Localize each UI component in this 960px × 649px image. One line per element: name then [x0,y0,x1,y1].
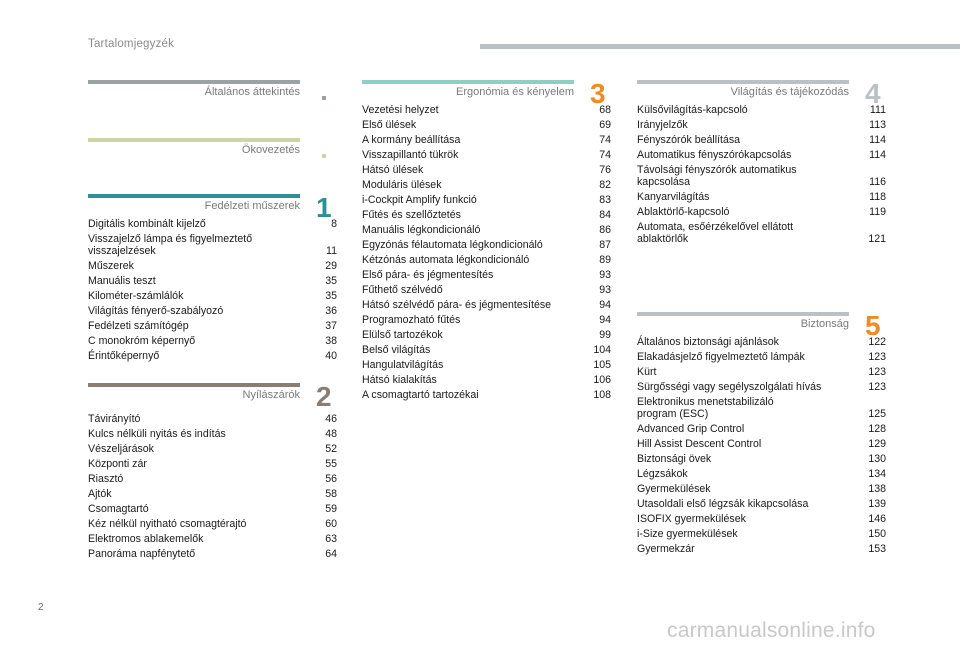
toc-entry-label: Hátsó szélvédő pára- és jégmentesítése [362,298,552,311]
toc-entry[interactable] [362,389,611,404]
toc-entry-page: 123 [868,350,886,363]
toc-entry-label: Utasoldali első légzsák kikapcsolása [637,498,809,511]
toc-entry[interactable] [362,269,611,284]
entry-list [88,413,337,563]
toc-entry-label: Sürgősségi vagy segélyszolgálati hívás [637,380,822,393]
entry-list [88,218,337,365]
toc-entry-page: 139 [868,498,886,511]
toc-entry[interactable] [637,423,886,438]
toc-entry-page: 146 [868,513,886,526]
toc-entry[interactable] [88,458,337,473]
toc-entry-label: Távolsági fényszórók automatikus kapcsolása [637,163,797,189]
toc-entry-page: 122 [868,336,886,348]
toc-entry-page: 104 [593,343,611,356]
toc-entry-label: Fényszórók beállítása [637,133,741,146]
toc-entry-page: 93 [599,283,611,296]
toc-entry[interactable] [637,366,886,381]
toc-entry[interactable] [362,149,611,164]
toc-entry[interactable] [637,528,886,543]
toc-entry[interactable] [637,498,886,513]
toc-entry-label: Elülső tartozékok [362,328,443,341]
toc-entry-label: Egyzónás félautomata légkondicionáló [362,238,543,251]
toc-entry-page: 52 [325,442,337,455]
toc-entry[interactable] [637,453,886,468]
toc-entry[interactable] [362,329,611,344]
toc-entry-page: 113 [869,118,886,131]
toc-entry-label: Fűtés és szellőztetés [362,208,461,221]
toc-entry-label: Távirányító [88,413,141,425]
toc-entry[interactable] [88,305,337,320]
toc-entry[interactable] [88,518,337,533]
toc-entry-label: Manuális teszt [88,275,156,288]
toc-entry-label: Visszajelző lámpa és figyelmeztető visszajelzések [88,232,253,258]
section-1 [88,194,340,365]
toc-entry[interactable] [637,351,886,366]
toc-entry-label: Kétzónás automata légkondicionáló [362,253,530,266]
toc-entry[interactable] [362,104,611,119]
toc-entry[interactable] [637,513,886,528]
toc-entry[interactable] [88,320,337,335]
toc-entry-label: Gyermekzár [637,543,695,556]
toc-entry[interactable] [637,164,886,191]
toc-entry-label: Biztonsági övek [637,453,712,466]
toc-entry-label: Visszapillantó tükrök [362,148,459,161]
toc-entry[interactable] [637,381,886,396]
toc-entry-page: 35 [325,275,337,288]
toc-entry-page: 118 [869,191,886,204]
section-bar [88,80,300,84]
toc-entry[interactable] [362,254,611,269]
toc-entry-label: Kanyarvilágítás [637,191,710,204]
toc-entry[interactable] [637,134,886,149]
section-dot [322,154,326,158]
toc-entry[interactable] [362,284,611,299]
toc-entry-page: 150 [868,528,886,541]
section-bar [637,312,849,316]
toc-entry-label: Irányjelzők [637,118,688,131]
toc-entry-page: 55 [325,457,337,470]
toc-entry[interactable] [362,164,611,179]
toc-entry-label: Külsővilágítás-kapcsoló [637,104,748,116]
toc-entry[interactable] [637,543,886,558]
toc-entry[interactable] [88,443,337,458]
toc-entry-page: 114 [869,133,886,146]
toc-entry-label: Hátsó kialakítás [362,373,437,386]
toc-entry-label: Advanced Grip Control [637,423,745,436]
toc-entry-label: A csomagtartó tartozékai [362,388,479,401]
toc-entry-page: 129 [868,438,886,451]
toc-entry-label: Elektronikus menetstabilizáló program (ESC) [637,395,774,421]
toc-entry-page: 74 [599,133,611,146]
toc-entry[interactable] [637,119,886,134]
toc-entry[interactable] [88,533,337,548]
entry-list [637,336,886,558]
toc-entry[interactable] [362,209,611,224]
entry-list [637,104,886,248]
toc-entry-page: 111 [869,104,886,116]
toc-entry-page: 35 [325,290,337,303]
toc-entry-page: 94 [599,298,611,311]
section-number: 3 [590,78,606,109]
toc-entry-label: Vészeljárások [88,442,154,455]
toc-entry-page: 114 [869,148,886,161]
toc-entry-page: 128 [868,423,886,436]
toc-entry-page: 99 [599,328,611,341]
toc-entry-label: Fűthető szélvédő [362,283,443,296]
toc-entry-label: Általános biztonsági ajánlások [637,336,779,348]
toc-entry-page: 121 [868,233,886,246]
toc-entry-page: 82 [599,178,611,191]
toc-entry-label: Vezetési helyzet [362,104,439,116]
toc-entry-page: 64 [325,547,337,560]
toc-entry-label: ISOFIX gyermekülések [637,513,746,526]
toc-entry[interactable] [88,548,337,563]
toc-entry[interactable] [637,438,886,453]
section-title[interactable]: Nyílászárók [242,389,300,401]
toc-entry-page: 84 [599,208,611,221]
section-bar [362,80,574,84]
toc-entry-label: Világítás fényerő-szabályozó [88,305,224,318]
toc-entry-page: 138 [868,483,886,496]
section-title[interactable]: Ergonómia és kényelem [455,86,574,98]
toc-entry-label: A kormány beállítása [362,133,461,146]
toc-entry-page: 40 [325,350,337,363]
toc-entry-label: Légzsákok [637,468,688,481]
toc-entry-page: 48 [325,427,337,440]
toc-entry-page: 130 [868,453,886,466]
toc-entry[interactable] [637,396,886,423]
toc-entry[interactable] [362,374,611,389]
toc-entry-page: 89 [599,253,611,266]
toc-entry-label: Digitális kombinált kijelző [88,218,206,230]
toc-entry-page: 119 [869,206,886,219]
section-bar [88,194,300,198]
toc-entry-page: 116 [869,176,886,189]
toc-entry-page: 58 [325,487,337,500]
toc-entry-page: 83 [599,193,611,206]
toc-entry-page: 153 [868,543,886,556]
toc-entry-label: Műszerek [88,260,134,273]
toc-entry-page: 63 [325,532,337,545]
toc-entry-label: Fedélzeti számítógép [88,320,189,333]
toc-entry-label: Programozható fűtés [362,313,461,326]
toc-entry-label: Csomagtartó [88,502,149,515]
toc-entry[interactable] [88,290,337,305]
toc-entry-label: i-Size gyermekülések [637,528,738,541]
toc-entry-page: 60 [325,517,337,530]
toc-entry-label: Kilométer-számlálók [88,290,184,303]
section-title[interactable]: Fedélzeti műszerek [204,200,300,212]
toc-entry[interactable] [88,233,337,260]
toc-entry-label: Belső világítás [362,343,431,356]
toc-entry-page: 36 [325,305,337,318]
toc-entry-label: Hill Assist Descent Control [637,438,762,451]
toc-entry-label: Moduláris ülések [362,178,442,191]
toc-entry[interactable] [637,104,886,119]
toc-entry[interactable] [88,488,337,503]
toc-entry[interactable] [362,359,611,374]
toc-entry[interactable] [362,134,611,149]
toc-entry-label: Elektromos ablakemelők [88,532,204,545]
toc-entry-label: C monokróm képernyő [88,335,196,348]
toc-entry-label: Ablaktörlő-kapcsoló [637,206,730,219]
section-dot [322,96,326,100]
toc-entry[interactable] [637,221,886,248]
toc-entry[interactable] [88,275,337,290]
toc-entry[interactable] [88,428,337,443]
toc-entry-page: 59 [325,502,337,515]
toc-entry-label: Automata, esőérzékelővel ellátott ablaktörlők [637,221,794,246]
page-header-title: Tartalomjegyzék [88,38,175,50]
toc-entry[interactable] [88,335,337,350]
toc-entry[interactable] [88,413,337,428]
toc-entry-page: 106 [593,373,611,386]
toc-entry-page: 69 [599,118,611,131]
toc-entry[interactable] [88,503,337,518]
toc-entry[interactable] [362,314,611,329]
section-okovezetes[interactable] [88,138,340,160]
toc-entry-label: Elakadásjelző figyelmeztető lámpák [637,350,805,363]
section-title[interactable]: Világítás és tájékozódás [730,86,849,98]
section-3 [362,80,614,404]
toc-entry-page: 68 [599,104,611,116]
toc-entry-page: 134 [868,468,886,481]
toc-entry[interactable] [637,149,886,164]
toc-entry[interactable] [88,473,337,488]
section-number: 5 [865,310,881,341]
section-4 [637,80,889,248]
section-bar [88,383,300,387]
toc-entry-label: Kéz nélkül nyitható csomagtérajtó [88,517,247,530]
toc-entry-page: 123 [868,380,886,393]
toc-entry-page: 76 [599,163,611,176]
toc-entry[interactable] [88,260,337,275]
section-bar [637,80,849,84]
toc-entry-label: Központi zár [88,457,147,470]
toc-entry[interactable] [637,191,886,206]
toc-entry-label: Panoráma napfénytető [88,547,196,560]
toc-entry-label: Kürt [637,365,657,378]
section-title[interactable]: Ökovezetés [241,144,300,156]
toc-entry[interactable] [637,336,886,351]
toc-entry-label: Hátsó ülések [362,163,424,176]
toc-entry-label: Érintőképernyő [88,350,160,363]
toc-entry-page: 38 [325,335,337,348]
toc-entry-page: 11 [326,245,337,258]
toc-entry-page: 8 [331,218,337,230]
toc-entry-page: 108 [593,388,611,401]
section-2 [88,383,340,563]
toc-entry-label: Riasztó [88,472,124,485]
toc-entry-page: 87 [599,238,611,251]
toc-entry[interactable] [88,350,337,365]
toc-entry[interactable] [362,179,611,194]
toc-entry-label: Ajtók [88,487,112,500]
toc-entry-page: 86 [599,223,611,236]
toc-entry[interactable] [637,206,886,221]
toc-entry-label: Hangulatvilágítás [362,358,444,371]
toc-entry-label: Gyermekülések [637,483,711,496]
toc-entry-page: 123 [868,365,886,378]
toc-entry-label: Automatikus fényszórókapcsolás [637,148,792,161]
toc-entry-page: 37 [325,320,337,333]
toc-entry-label: Manuális légkondicionáló [362,223,481,236]
toc-entry[interactable] [362,299,611,314]
section-number: 1 [316,192,332,223]
header-bar [480,44,960,49]
toc-entry-page: 94 [599,313,611,326]
toc-entry-page: 74 [599,148,611,161]
toc-entry[interactable] [362,119,611,134]
toc-entry[interactable] [362,224,611,239]
toc-entry-page: 29 [325,260,337,273]
toc-entry-label: Első ülések [362,118,417,131]
toc-entry[interactable] [88,218,337,233]
toc-entry-page: 93 [599,268,611,281]
toc-entry-label: i-Cockpit Amplify funkció [362,193,477,206]
section-5 [637,312,889,558]
toc-entry[interactable] [362,194,611,209]
section-number: 2 [316,381,332,412]
toc-entry-page: 125 [868,408,886,421]
section-altalanos[interactable] [88,80,340,102]
toc-entry[interactable] [637,483,886,498]
section-title[interactable]: Biztonság [800,318,849,330]
entry-list [362,104,611,404]
toc-entry-page: 105 [593,358,611,371]
page-number: 2 [38,602,44,613]
section-title[interactable]: Általános áttekintés [204,86,300,98]
toc-entry[interactable] [362,239,611,254]
toc-entry-label: Kulcs nélküli nyitás és indítás [88,427,226,440]
toc-entry-page: 56 [325,472,337,485]
watermark: carmanualsonline.info [667,619,876,642]
section-number: 4 [865,78,881,109]
toc-entry-page: 46 [325,413,337,425]
toc-entry-label: Első pára- és jégmentesítés [362,268,494,281]
toc-entry[interactable] [637,468,886,483]
toc-entry[interactable] [362,344,611,359]
section-bar [88,138,300,142]
